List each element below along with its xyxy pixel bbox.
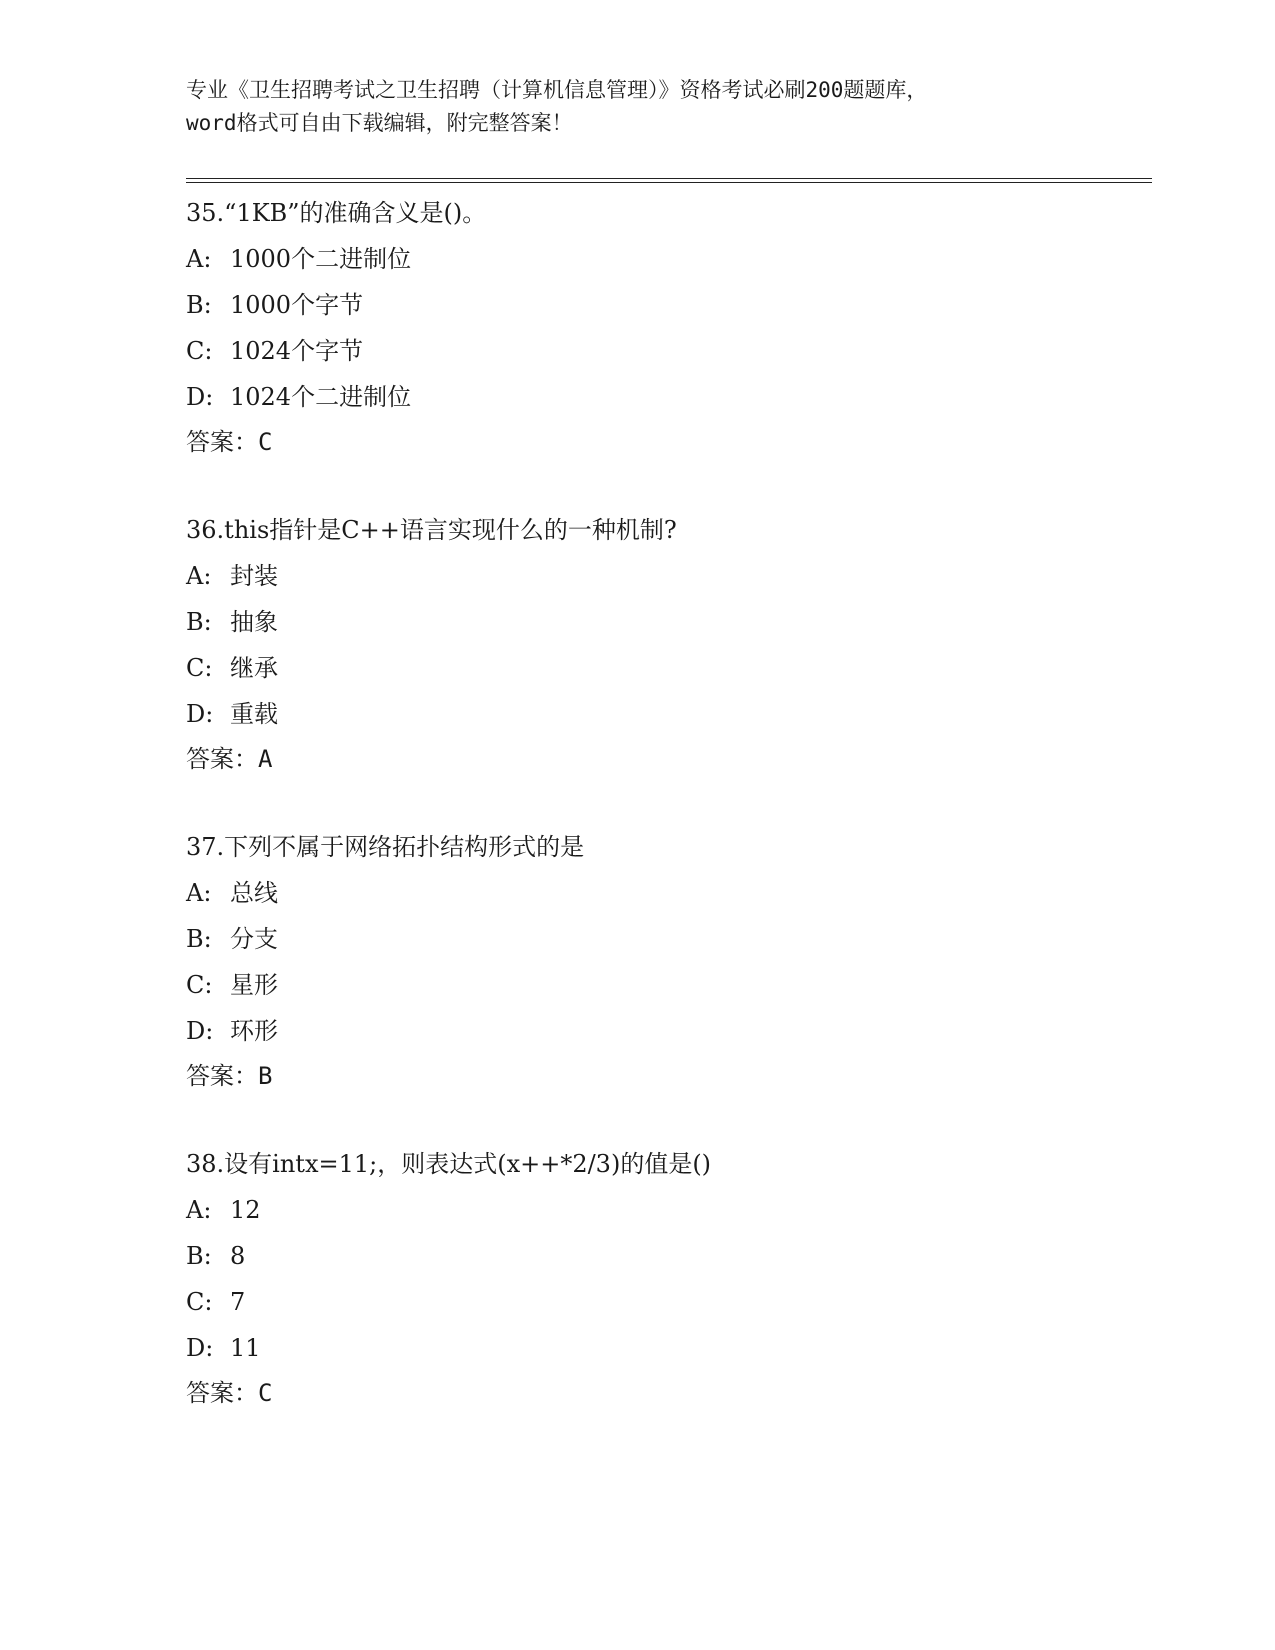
option-letter: C:: [186, 337, 213, 365]
question-list: [186, 190, 1152, 1458]
option-text: 11: [230, 1334, 261, 1362]
option-letter: A:: [186, 245, 212, 273]
option-text: 封装: [230, 562, 278, 590]
option-letter: B:: [186, 291, 212, 319]
question-35: [186, 190, 1152, 464]
answer-line: 答案：B: [186, 1062, 273, 1090]
option-text: 1024个二进制位: [230, 383, 412, 411]
option-c: [186, 962, 1152, 1008]
answer-line: 答案：A: [186, 745, 273, 773]
answer-line: 答案：C: [186, 428, 273, 456]
option-letter: B:: [186, 1242, 212, 1270]
option-text: 继承: [230, 654, 278, 682]
option-text: 1000个二进制位: [230, 245, 412, 273]
option-letter: D:: [186, 1334, 214, 1362]
option-b: [186, 1233, 1152, 1279]
option-text: 重载: [230, 700, 278, 728]
option-text: 7: [230, 1288, 246, 1316]
option-text: 抽象: [230, 608, 278, 636]
option-c: [186, 645, 1152, 691]
question-37: [186, 824, 1152, 1098]
option-letter: C:: [186, 971, 213, 999]
header-line-1: 专业《卫生招聘考试之卫生招聘（计算机信息管理）》资格考试必刷200题题库，: [186, 78, 928, 102]
option-b: [186, 916, 1152, 962]
question-stem: 38.设有intx=11;，则表达式(x++*2/3)的值是(): [186, 1150, 712, 1178]
question-stem: 37.下列不属于网络拓扑结构形式的是: [186, 833, 585, 861]
question-stem: 36.this指针是C++语言实现什么的一种机制?: [186, 516, 677, 544]
question-38: [186, 1141, 1152, 1415]
option-b: [186, 599, 1152, 645]
option-letter: C:: [186, 1288, 213, 1316]
document-header: [186, 74, 1152, 140]
option-letter: D:: [186, 700, 214, 728]
option-c: [186, 328, 1152, 374]
option-d: [186, 374, 1152, 420]
option-text: 1000个字节: [230, 291, 364, 319]
option-d: [186, 1008, 1152, 1054]
option-letter: A:: [186, 879, 212, 907]
question-36: [186, 507, 1152, 781]
answer-line: 答案：C: [186, 1379, 273, 1407]
option-letter: B:: [186, 608, 212, 636]
option-d: [186, 691, 1152, 737]
question-stem: 35.“1KB”的准确含义是()。: [186, 199, 487, 227]
option-letter: C:: [186, 654, 213, 682]
option-a: [186, 236, 1152, 282]
option-a: [186, 870, 1152, 916]
option-text: 环形: [230, 1017, 278, 1045]
option-text: 分支: [230, 925, 278, 953]
option-letter: D:: [186, 383, 214, 411]
option-letter: A:: [186, 562, 212, 590]
option-text: 8: [230, 1242, 246, 1270]
option-a: [186, 553, 1152, 599]
option-text: 12: [230, 1196, 261, 1224]
header-divider: [186, 178, 1152, 183]
option-letter: D:: [186, 1017, 214, 1045]
option-text: 星形: [230, 971, 278, 999]
option-d: [186, 1325, 1152, 1371]
option-c: [186, 1279, 1152, 1325]
option-text: 总线: [230, 879, 278, 907]
option-a: [186, 1187, 1152, 1233]
header-line-2: word格式可自由下载编辑，附完整答案！: [186, 111, 573, 135]
option-letter: B:: [186, 925, 212, 953]
option-letter: A:: [186, 1196, 212, 1224]
option-b: [186, 282, 1152, 328]
option-text: 1024个字节: [230, 337, 364, 365]
